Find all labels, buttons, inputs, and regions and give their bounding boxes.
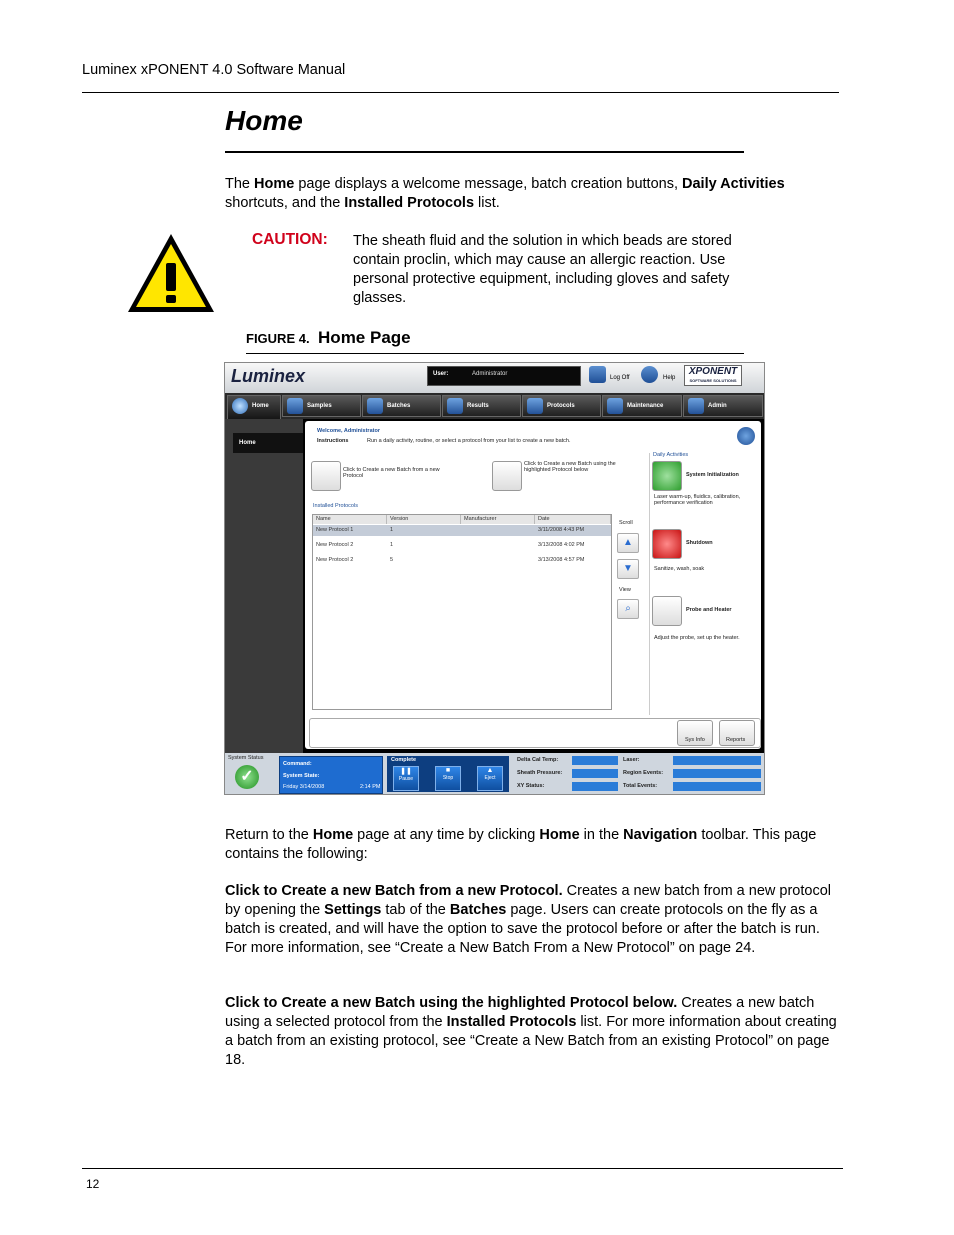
table-row[interactable]: New Protocol 2 1 3/13/2008 4:02 PM: [316, 542, 585, 548]
running-header: Luminex xPONENT 4.0 Software Manual: [82, 62, 346, 78]
probe-heater-icon[interactable]: [652, 596, 682, 626]
left-home-tab[interactable]: Home: [233, 433, 303, 453]
sys-info-button[interactable]: Sys Info: [677, 720, 713, 746]
user-value: Administrator: [472, 371, 508, 377]
col-date[interactable]: Date: [535, 515, 611, 524]
installed-protocols-label: Installed Protocols: [313, 503, 358, 509]
reports-button[interactable]: Reports: [719, 720, 755, 746]
results-icon: [447, 398, 463, 414]
table-row[interactable]: New Protocol 2 5 3/13/2008 4:57 PM: [316, 557, 585, 563]
info-icon[interactable]: [737, 427, 755, 445]
col-manufacturer[interactable]: Manufacturer: [461, 515, 535, 524]
intro-paragraph: The Home page displays a welcome message, batch creation buttons, Daily Activities shortcuts, and the Installed Protocols list.: [225, 176, 785, 211]
nav-results[interactable]: Results: [442, 395, 521, 417]
nav-maintenance[interactable]: Maintenance: [602, 395, 682, 417]
samples-icon: [287, 398, 303, 414]
sheath-pressure-field: Sheath Pressure:: [515, 769, 618, 778]
nav-home[interactable]: Home: [227, 395, 281, 422]
footer-rule: [82, 1168, 843, 1169]
figure-number: FIGURE 4.: [246, 331, 310, 346]
system-init-icon[interactable]: [652, 461, 682, 491]
status-ok-icon: ✓: [235, 765, 259, 789]
help-label[interactable]: Help: [663, 375, 676, 381]
scroll-down-button[interactable]: ▼: [617, 559, 639, 579]
caution-label: CAUTION:: [252, 231, 328, 248]
eject-button[interactable]: ▲ Eject: [477, 766, 503, 791]
delta-cal-temp-field: Delta Cal Temp:: [515, 756, 618, 765]
nav-samples[interactable]: Samples: [282, 395, 361, 417]
shutdown-desc: Sanitize, wash, soak: [654, 566, 705, 572]
scroll-label: Scroll: [619, 520, 633, 526]
stop-button[interactable]: ■ Stop: [435, 766, 461, 791]
nav-batches[interactable]: Batches: [362, 395, 441, 417]
shutdown-label[interactable]: Shutdown: [686, 540, 713, 546]
section-heading: Home: [225, 105, 303, 136]
header-rule: [82, 92, 839, 93]
view-label: View: [619, 587, 631, 593]
body-paragraph-3: Click to Create a new Batch using the highlighted Protocol below. Creates a new batch using a selected protocol from the Installed Protocols list. For more information about creating a batch from an existing protocol, see “Create a New Batch from an existing Protocol” on page 18.: [225, 995, 837, 1068]
col-version[interactable]: Version: [387, 515, 461, 524]
body-paragraph-1: Return to the Home page at any time by clicking Home in the Navigation toolbar. This page contains the following:: [225, 827, 817, 862]
protocols-icon: [527, 398, 543, 414]
warning-icon: [125, 231, 217, 315]
logoff-icon[interactable]: [589, 366, 606, 383]
nav-protocols[interactable]: Protocols: [522, 395, 601, 417]
probe-heater-desc: Adjust the probe, set up the heater.: [654, 635, 740, 641]
xy-status-field: XY Status:: [515, 782, 618, 791]
create-new-batch-label[interactable]: Click to Create a new Batch from a new Protocol: [343, 467, 440, 479]
figure-rule: [246, 353, 744, 354]
admin-icon: [688, 398, 704, 414]
system-init-label[interactable]: System Initialization: [686, 472, 739, 478]
protocols-table: [312, 514, 612, 710]
view-magnifier-button[interactable]: ⌕: [617, 599, 639, 619]
status-bar: [225, 753, 765, 795]
command-box: Command: System State: Friday 3/14/2008 2:14 PM: [279, 756, 383, 794]
col-name[interactable]: Name: [313, 515, 387, 524]
figure-title: Home Page: [318, 328, 411, 347]
activities-divider: [649, 453, 650, 715]
home-page-screenshot: [224, 362, 765, 795]
instructions-text: Run a daily activity, routine, or select a protocol from your list to create a new batch.: [367, 438, 571, 444]
body-paragraph-2: Click to Create a new Batch from a new Protocol. Creates a new batch from a new protocol by opening the Settings tab of the Batches page. Users can create protocols on the fly as a batch is created, and will have the option to save the protocol before or after the batch is run. For more information, see “Create a New Batch From a New Protocol” on page 24.: [225, 883, 831, 956]
logoff-label[interactable]: Log Off: [610, 375, 630, 381]
system-status-label: System Status: [228, 755, 264, 761]
table-row[interactable]: New Protocol 1 1 3/11/2008 4:43 PM: [313, 525, 611, 536]
luminex-logo: Luminex: [231, 366, 306, 386]
batches-icon: [367, 398, 383, 414]
user-box: [427, 366, 581, 386]
left-panel: [225, 419, 303, 753]
caution-text: The sheath fluid and the solution in which beads are stored contain proclin, which may cause an allergic reaction. Use personal protective equipment, including gloves and safety glasses.: [353, 233, 732, 306]
xponent-logo: XPONENT SOFTWARE SOLUTIONS: [684, 365, 742, 386]
home-icon: [232, 398, 248, 414]
create-highlighted-batch-label[interactable]: Click to Create a new Batch using the highlighted Protocol below: [524, 461, 616, 473]
main-area: [303, 419, 765, 753]
shutdown-icon[interactable]: [652, 529, 682, 559]
app-title-bar: [225, 363, 765, 393]
total-events-field: Total Events:: [621, 782, 761, 791]
home-panel: [305, 421, 761, 749]
instructions-label: Instructions: [317, 438, 349, 444]
help-icon[interactable]: [641, 366, 658, 383]
page-number: 12: [86, 1177, 100, 1191]
probe-heater-label[interactable]: Probe and Heater: [686, 607, 732, 613]
welcome-text: Welcome, Administrator: [317, 428, 380, 434]
region-events-field: Region Events:: [621, 769, 761, 778]
laser-field: Laser:: [621, 756, 761, 765]
nav-admin[interactable]: Admin: [683, 395, 763, 417]
navigation-toolbar: [225, 393, 765, 419]
run-controls: Complete ❚❚ Pause ■ Stop ▲ Eject: [387, 756, 509, 792]
system-init-desc: Laser warm-up, fluidics, calibration, performance verification: [654, 494, 741, 506]
figure-caption: [246, 328, 411, 348]
heading-rule: [225, 151, 744, 153]
maintenance-icon: [607, 398, 623, 414]
daily-activities-label: Daily Activities: [653, 452, 689, 458]
create-new-batch-icon[interactable]: [311, 461, 341, 491]
user-label: User:: [433, 371, 449, 377]
scroll-up-button[interactable]: ▲: [617, 533, 639, 553]
pause-button[interactable]: ❚❚ Pause: [393, 766, 419, 791]
create-highlighted-batch-icon[interactable]: [492, 461, 522, 491]
